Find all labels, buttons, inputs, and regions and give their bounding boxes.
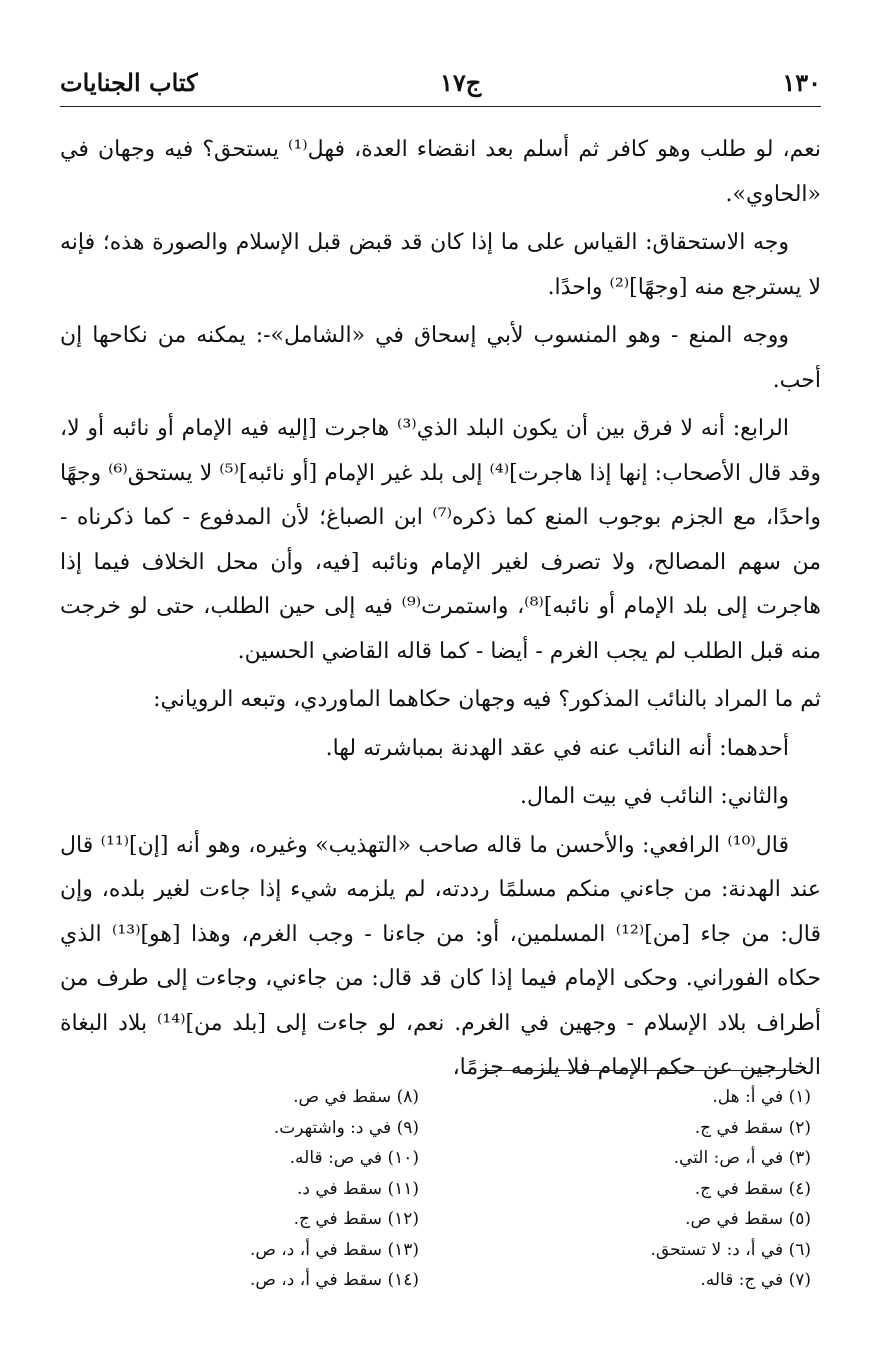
page-number: ١٣٠ — [782, 68, 821, 97]
paragraph: نعم، لو طلب وهو كافر ثم أسلم بعد انقضاء العدة، فهل⁽¹⁾ يستحق؟ فيه وجهان في «الحاوي». — [60, 137, 821, 207]
footnotes-column-right — [551, 1082, 811, 1296]
footnote: (١٣) سقط في أ، د، ص. — [249, 1239, 419, 1260]
footnote: (٥) سقط في ص. — [685, 1209, 811, 1229]
footnote: (٤) سقط في ج. — [694, 1178, 811, 1199]
footnote: (١) في أ: هل. — [712, 1087, 811, 1107]
running-header — [60, 62, 821, 107]
paragraph: قال⁽¹⁰⁾ الرافعي: والأحسن ما قاله صاحب «التهذيب» وغيره، وهو أنه [إن]⁽¹¹⁾ قال عند الهدنة: من جاءني منكم مسلمًا رددته، لم يلزمه شيء إذا جاءت لغير بلده، وإن قال: من جاء [من]⁽¹²⁾ المسلمين، أو: من جاءنا - وجب الغرم، وهذا [هو]⁽¹³⁾ الذي حكاه الفوراني. وحكى الإمام فيما إذا كان قد قال: من جاءني، وجاءت إلى طرف من أطراف بلاد الإسلام - وجهين في الغرم. نعم، لو جاءت إلى [بلد من]⁽¹⁴⁾ بلاد البغاة الخارجين عن حكم الإمام فلا يلزمه جزمًا، — [60, 832, 821, 1080]
footnote: (١١) سقط في د. — [296, 1178, 419, 1199]
footnote: (٨) سقط في ص. — [293, 1087, 419, 1107]
footnote: (٢) سقط في ج. — [694, 1117, 811, 1138]
footnote: (٣) في أ، ص: التي. — [673, 1148, 811, 1168]
book-title: كتاب الجنايات — [60, 68, 198, 97]
paragraph: وجه الاستحقاق: القياس على ما إذا كان قد قبض قبل الإسلام والصورة هذه؛ فإنه لا يسترجع منه [وجهًا]⁽²⁾ واحدًا. — [60, 230, 821, 300]
footnote: (١٤) سقط في أ، د، ص. — [249, 1270, 419, 1290]
footnote: (٦) في أ، د: لا تستحق. — [650, 1239, 811, 1260]
footnote-separator — [480, 1070, 798, 1071]
footnotes-column-left — [179, 1082, 419, 1296]
footnote: (٧) في ج: قاله. — [700, 1270, 811, 1290]
volume-number: ج١٧ — [440, 68, 482, 97]
main-text — [60, 128, 821, 1095]
paragraph: والثاني: النائب في بيت المال. — [520, 784, 789, 809]
paragraph: الرابع: أنه لا فرق بين أن يكون البلد الذي⁽³⁾ هاجرت [إليه فيه الإمام أو نائبه أو لا، وقد قال الأصحاب: إنها إذا هاجرت]⁽⁴⁾ إلى بلد غير الإمام [أو نائبه]⁽⁵⁾ لا يستحق⁽⁶⁾ وجهًا واحدًا، مع الجزم بوجوب المنع كما ذكره⁽⁷⁾ ابن الصباغ؛ لأن المدفوع - كما ذكرناه - من سهم المصالح، ولا تصرف لغير الإمام ونائبه [فيه، وأن محل الخلاف فيما إذا هاجرت إلى بلد الإمام أو نائبه]⁽⁸⁾، واستمرت⁽⁹⁾ فيه إلى حين الطلب، حتى لو خرجت منه قبل الطلب لم يجب الغرم - أيضا - كما قاله القاضي الحسين. — [60, 416, 821, 664]
footnote: (٩) في د: واشتهرت. — [273, 1117, 419, 1138]
paragraph: ثم ما المراد بالنائب المذكور؟ فيه وجهان حكاهما الماوردي، وتبعه الروياني: — [153, 687, 821, 712]
footnote: (١٢) سقط في ج. — [293, 1209, 419, 1229]
paragraph: ووجه المنع - وهو المنسوب لأبي إسحاق في «الشامل»-: يمكنه من نكاحها إن أحب. — [60, 323, 821, 393]
paragraph: أحدهما: أنه النائب عنه في عقد الهدنة بمباشرته لها. — [325, 735, 789, 761]
footnote: (١٠) في ص: قاله. — [289, 1148, 419, 1168]
